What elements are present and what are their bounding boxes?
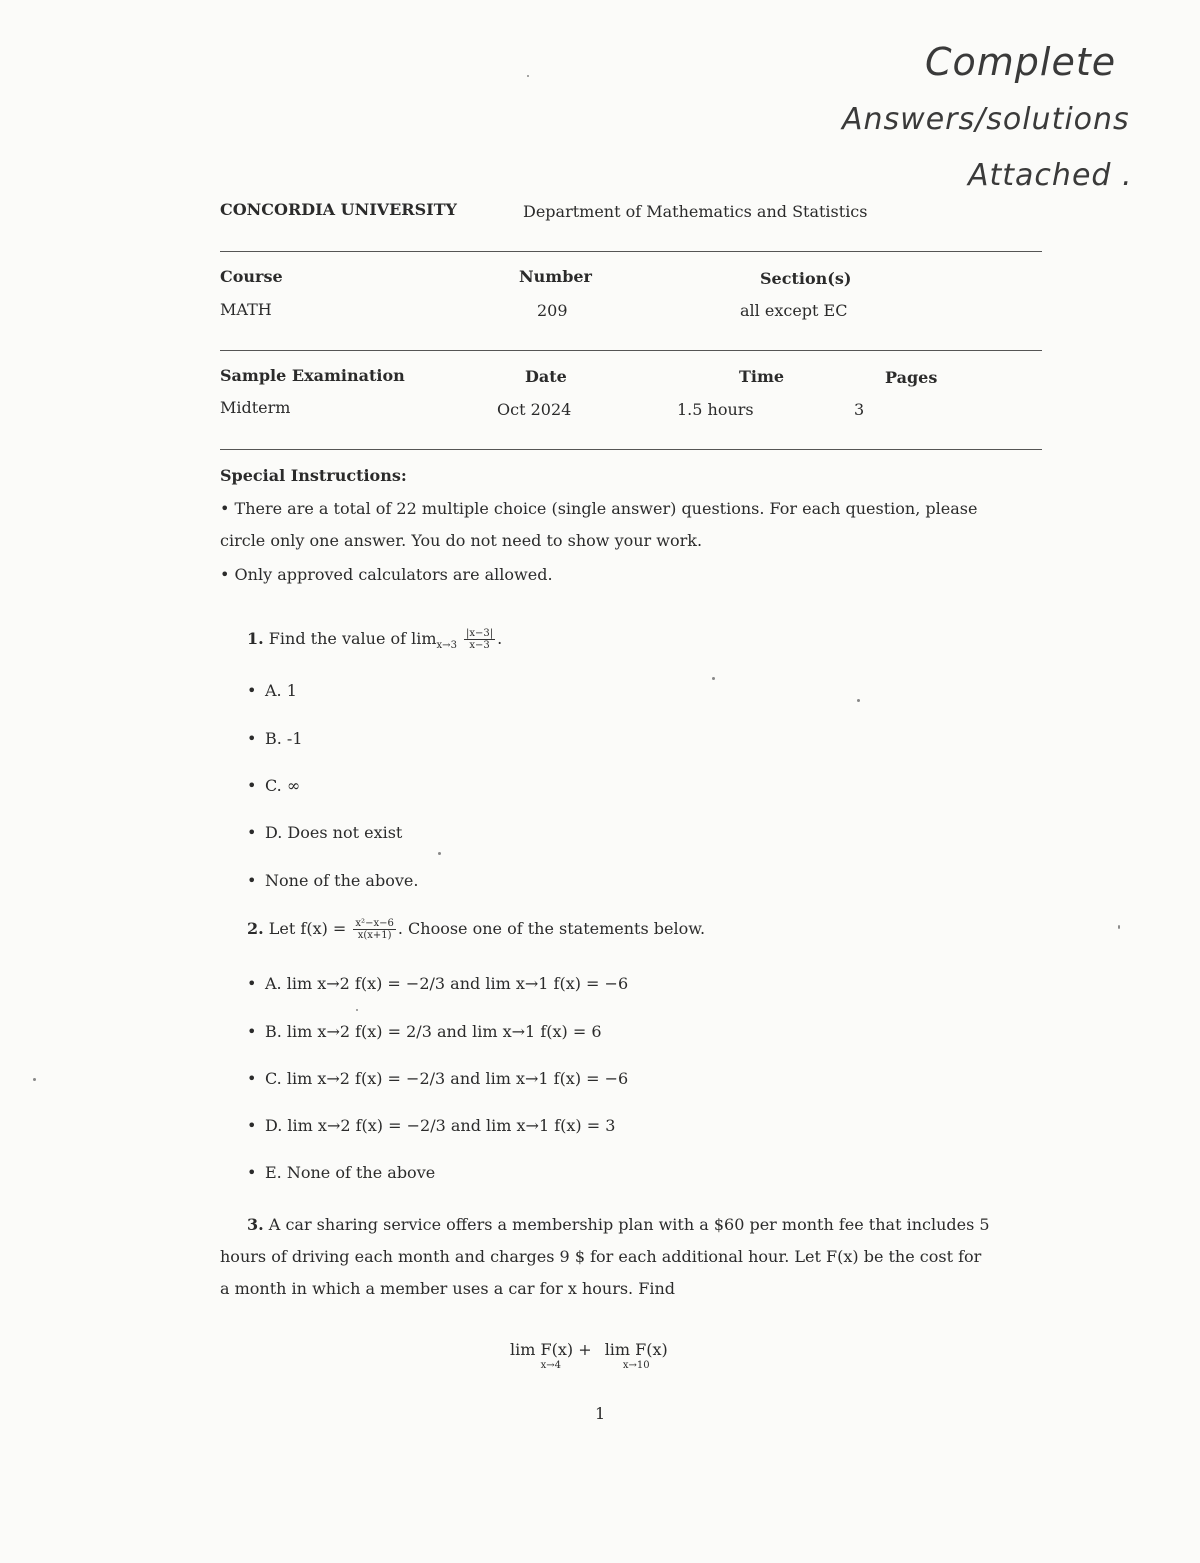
scan-speck — [33, 1078, 36, 1081]
scan-speck — [857, 699, 860, 702]
bullet-icon: • — [220, 499, 230, 518]
question-3 — [220, 1209, 1000, 1305]
option-label: D. lim x→2 f(x) = −2/3 and lim x→1 f(x) = 3 — [265, 1116, 616, 1135]
number-label: Number — [519, 267, 592, 286]
question-3-limit-1 — [510, 1342, 592, 1374]
question-2-option-e[interactable]: • E. None of the above — [247, 1163, 436, 1182]
scan-speck — [438, 852, 441, 855]
limit-2-sub: x→10 — [622, 1360, 650, 1371]
option-label: C. ∞ — [265, 776, 301, 795]
scan-speck — [356, 1009, 358, 1011]
sections-label: Section(s) — [760, 269, 852, 288]
question-2-denominator: x(x+1) — [357, 930, 392, 941]
instructions-bullet-1-line-1: There are a total of 22 multiple choice (single answer) questions. For each question, please — [234, 499, 978, 518]
option-label: E. None of the above — [265, 1163, 436, 1182]
handwritten-note-line-2: Answers/solutions — [842, 102, 1130, 137]
question-3-line-2: hours of driving each month and charges 9 $ for each additional hour. Let F(x) be the cost for — [220, 1247, 982, 1266]
option-label: C. lim x→2 f(x) = −2/3 and lim x→1 f(x) = −6 — [265, 1069, 629, 1088]
scan-speck — [712, 677, 715, 680]
instructions-bullet-2 — [220, 559, 553, 591]
question-1-prefix: Find the value of lim — [268, 629, 437, 648]
handwritten-note-line-1: Complete — [925, 40, 1117, 84]
question-3-limit-2 — [605, 1342, 668, 1374]
option-label: B. -1 — [265, 729, 303, 748]
question-2-prefix: Let f(x) = — [268, 919, 347, 938]
time-value: 1.5 hours — [677, 400, 754, 419]
instructions-bullet-1 — [220, 493, 1000, 557]
exam-value: Midterm — [220, 398, 291, 417]
handwritten-note-line-3: Attached . — [968, 158, 1133, 193]
question-2-numerator: x²−x−6 — [355, 918, 394, 929]
question-2-fraction — [353, 918, 395, 941]
question-2-option-d[interactable]: • D. lim x→2 f(x) = −2/3 and lim x→1 f(x) = 3 — [247, 1116, 616, 1135]
course-value: MATH — [220, 300, 272, 319]
question-1-option-b[interactable]: • B. -1 — [247, 729, 303, 748]
question-1-limit-sub: x→3 — [436, 640, 457, 652]
pages-value: 3 — [854, 400, 865, 419]
limit-1-sub: x→4 — [540, 1360, 561, 1371]
question-1-option-a[interactable]: • A. 1 — [247, 681, 297, 700]
question-2-option-a[interactable]: • A. lim x→2 f(x) = −2/3 and lim x→1 f(x) = −6 — [247, 974, 629, 993]
question-1-fraction — [464, 628, 495, 651]
question-2-suffix: . Choose one of the statements below. — [397, 919, 706, 938]
instructions-title: Special Instructions: — [220, 466, 407, 485]
question-3-line-3: a month in which a member uses a car for x hours. Find — [220, 1279, 675, 1298]
question-3-number: 3. — [247, 1215, 264, 1234]
exam-label: Sample Examination — [220, 366, 405, 385]
page-number: 1 — [595, 1404, 606, 1423]
limit-1-top: lim F(x) + — [510, 1340, 592, 1359]
question-2 — [247, 918, 705, 941]
scan-speck — [1118, 925, 1120, 929]
course-label: Course — [220, 267, 283, 286]
divider-middle — [220, 350, 1042, 351]
question-2-option-c[interactable]: • C. lim x→2 f(x) = −2/3 and lim x→1 f(x) = −6 — [247, 1069, 629, 1088]
sections-value: all except EC — [740, 301, 848, 320]
question-2-number: 2. — [247, 919, 264, 938]
question-3-line-1: A car sharing service offers a membership plan with a $60 per month fee that includes 5 — [268, 1215, 990, 1234]
university-name: CONCORDIA UNIVERSITY — [220, 200, 457, 219]
limit-2-top: lim F(x) — [604, 1340, 668, 1359]
option-label: B. lim x→2 f(x) = 2/3 and lim x→1 f(x) = 6 — [265, 1022, 602, 1041]
department-name: Department of Mathematics and Statistics — [523, 202, 868, 221]
question-1: 1. Find the value of $\lim_{x\to 3}$ $\frac{|x-3|}{x-3}$ . — [247, 628, 503, 652]
question-3-expression — [510, 1342, 668, 1374]
option-label: D. Does not exist — [265, 823, 403, 842]
option-label: A. 1 — [265, 681, 297, 700]
divider-top — [220, 251, 1042, 252]
date-value: Oct 2024 — [497, 400, 572, 419]
instructions-bullet-1-line-2: circle only one answer. You do not need to show your work. — [220, 531, 703, 550]
question-1-option-d[interactable]: • D. Does not exist — [247, 823, 403, 842]
option-label: None of the above. — [265, 871, 419, 890]
time-label: Time — [739, 367, 785, 386]
number-value: 209 — [537, 301, 568, 320]
question-1-number: 1. — [247, 629, 264, 648]
question-1-numerator: |x−3| — [466, 628, 494, 639]
scan-speck — [527, 75, 529, 77]
question-2-option-b[interactable]: • B. lim x→2 f(x) = 2/3 and lim x→1 f(x) = 6 — [247, 1022, 602, 1041]
bullet-icon: • — [220, 565, 230, 584]
instructions-bullet-2-text: Only approved calculators are allowed. — [234, 565, 553, 584]
date-label: Date — [525, 367, 567, 386]
option-label: A. lim x→2 f(x) = −2/3 and lim x→1 f(x) = −6 — [265, 974, 629, 993]
question-1-denominator: x−3 — [469, 640, 490, 651]
divider-bottom — [220, 449, 1042, 450]
question-1-option-e[interactable]: • None of the above. — [247, 871, 419, 890]
pages-label: Pages — [885, 368, 938, 387]
question-1-option-c[interactable]: • C. ∞ — [247, 776, 301, 795]
